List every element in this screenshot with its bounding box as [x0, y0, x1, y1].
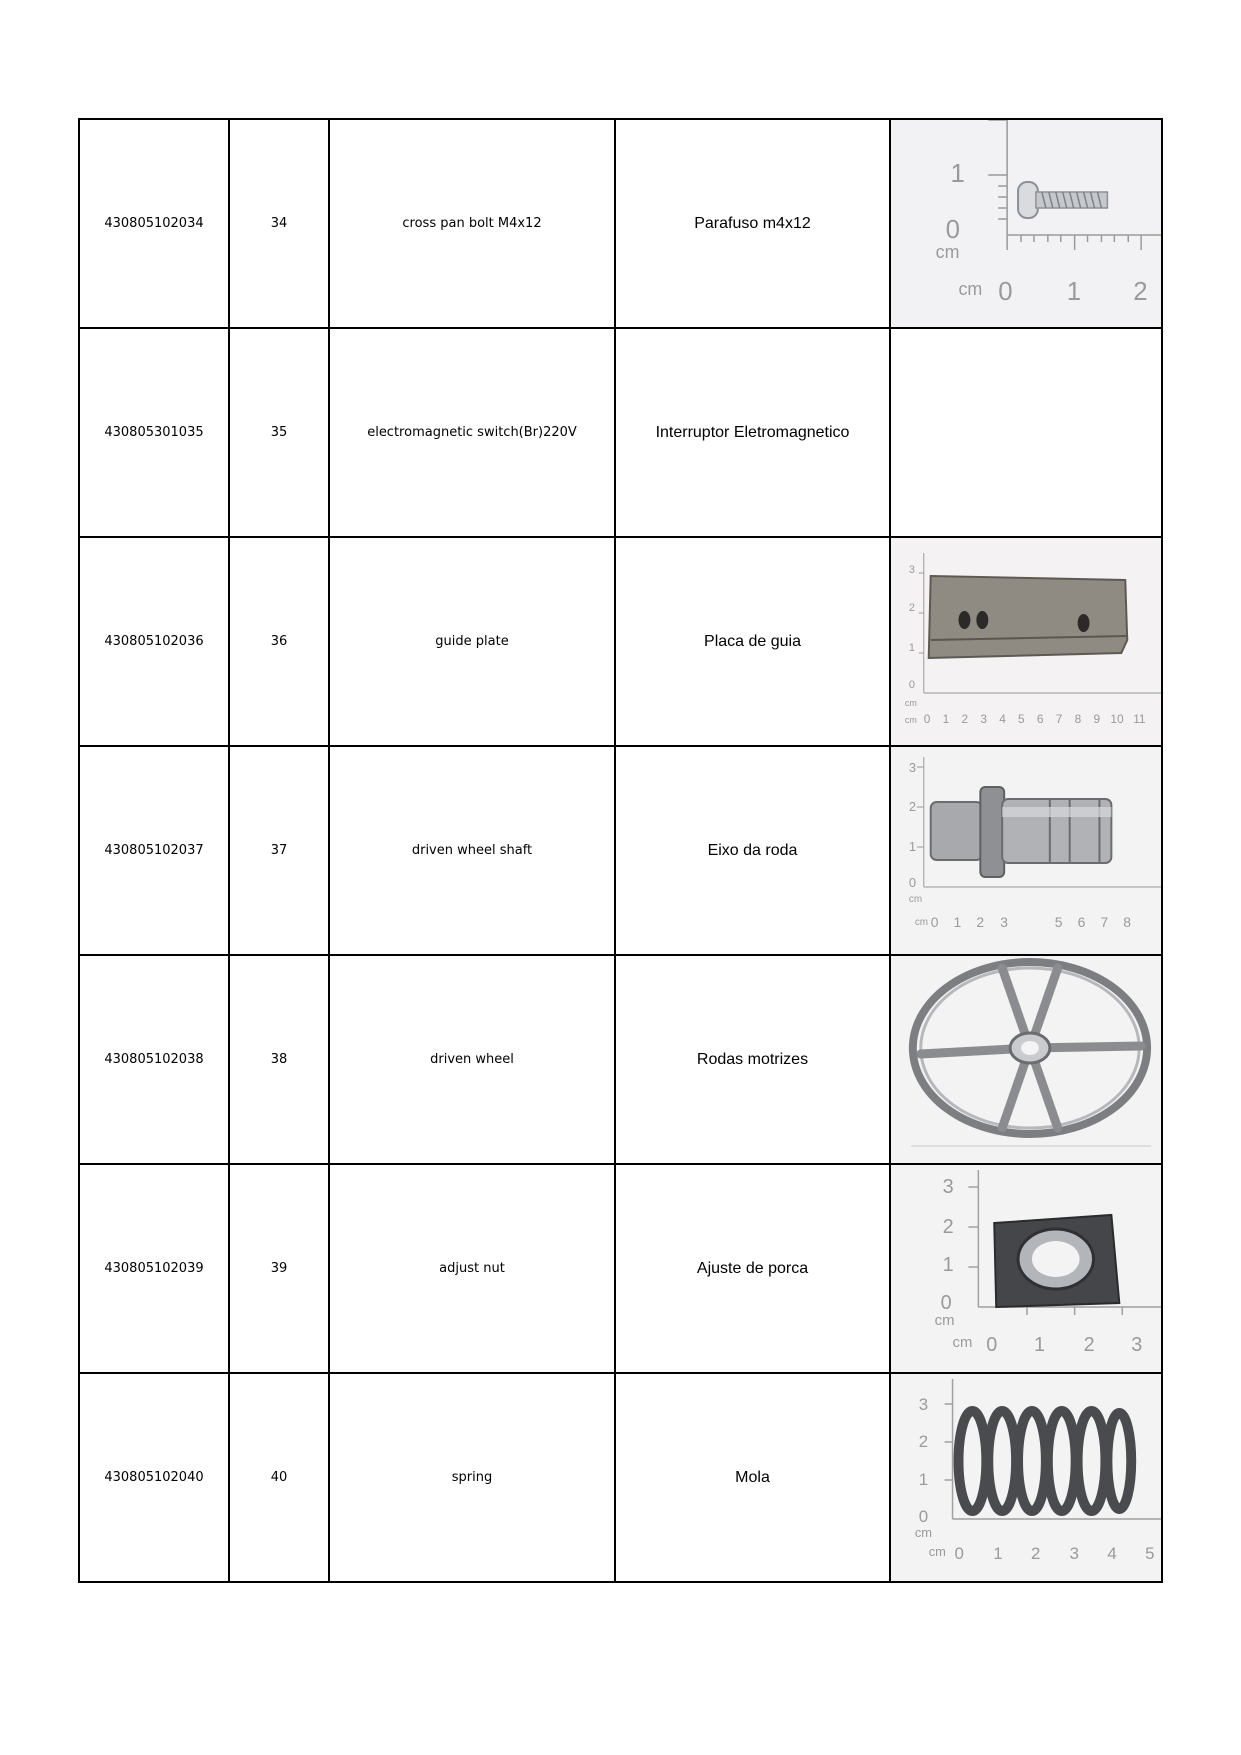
- scale-label: 1: [1033, 1333, 1045, 1357]
- scale-label: 5: [1018, 711, 1025, 727]
- scale-label: 1: [993, 1543, 1003, 1564]
- scale-label: 10: [1110, 711, 1124, 727]
- part-name-en: cross pan bolt M4x12: [329, 119, 615, 328]
- scale-label: 2: [1083, 1333, 1095, 1357]
- part-photo: [890, 746, 1162, 955]
- scale-label: 2: [1030, 1543, 1041, 1564]
- scale-label: 3: [942, 1175, 954, 1199]
- table-row: [79, 119, 1162, 328]
- part-name-en: driven wheel shaft: [329, 746, 615, 955]
- scale-label: 0: [908, 678, 915, 692]
- nut-photo: [891, 1165, 1161, 1372]
- table-row: [79, 746, 1162, 955]
- scale-label: 1: [950, 159, 965, 189]
- scale-label: 8: [1074, 711, 1082, 727]
- part-code: 430805102038: [79, 955, 229, 1164]
- part-name-en: electromagnetic switch(Br)220V: [329, 328, 615, 537]
- part-name-pt: Interruptor Eletromagnetico: [615, 328, 890, 537]
- part-code: 430805102036: [79, 537, 229, 746]
- spring-icon: [959, 1411, 1132, 1511]
- part-code: 430805102034: [79, 119, 229, 328]
- part-number: 35: [229, 328, 329, 537]
- scale-label: 2: [1133, 277, 1148, 307]
- scale-label: 1: [1066, 277, 1082, 307]
- part-number: 34: [229, 119, 329, 328]
- part-code: 430805301035: [79, 328, 229, 537]
- scale-label: cm: [908, 893, 923, 906]
- wheel-photo: [891, 956, 1161, 1163]
- scale-label: 0: [998, 277, 1013, 307]
- scale-label: 1: [953, 913, 962, 931]
- part-number: 36: [229, 537, 329, 746]
- scale-label: 4: [1107, 1543, 1117, 1564]
- part-photo: [890, 955, 1162, 1164]
- part-photo: [890, 1373, 1162, 1582]
- shaft-photo: [891, 747, 1161, 954]
- scale-label: 8: [1123, 913, 1132, 931]
- part-photo: [890, 119, 1162, 328]
- scale-label: 2: [908, 798, 917, 815]
- part-photo-empty: [890, 328, 1162, 537]
- table-row: [79, 1373, 1162, 1582]
- scale-label: 3: [918, 1394, 929, 1415]
- guide-plate-icon: [929, 576, 1128, 658]
- bolt-photo: [891, 120, 1161, 327]
- part-code: 430805102037: [79, 746, 229, 955]
- scale-label: 1: [908, 641, 915, 655]
- scale-label: cm: [914, 916, 929, 929]
- scale-label: 0: [930, 913, 939, 931]
- scale-label: cm: [934, 1311, 955, 1330]
- part-number: 38: [229, 955, 329, 1164]
- scale-label: cm: [904, 714, 917, 726]
- spring-photo: [891, 1374, 1161, 1581]
- scale-label: 3: [908, 759, 917, 776]
- scale-label: 0: [954, 1543, 964, 1564]
- part-name-pt: Ajuste de porca: [615, 1164, 890, 1373]
- scale-label: 2: [908, 601, 915, 615]
- scale-label: 1: [942, 1253, 954, 1277]
- scale-label: 3: [1131, 1333, 1143, 1357]
- scale-label: 0: [918, 1506, 929, 1527]
- table-row: [79, 537, 1162, 746]
- part-code: 430805102040: [79, 1373, 229, 1582]
- scale-label: cm: [904, 697, 917, 709]
- scale-label: cm: [935, 241, 960, 263]
- table-row: [79, 955, 1162, 1164]
- part-name-en: guide plate: [329, 537, 615, 746]
- part-name-en: driven wheel: [329, 955, 615, 1164]
- part-name-en: spring: [329, 1373, 615, 1582]
- part-name-pt: Placa de guia: [615, 537, 890, 746]
- scale-label: 0: [986, 1333, 998, 1357]
- scale-label: 1: [918, 1469, 929, 1490]
- scale-label: cm: [958, 278, 983, 300]
- table-row: [79, 1164, 1162, 1373]
- scale-label: cm: [928, 1543, 946, 1560]
- scale-label: cm: [914, 1524, 933, 1541]
- scale-label: 3: [908, 563, 915, 577]
- scale-label: 1: [908, 838, 917, 855]
- scale-label: 9: [1093, 711, 1101, 727]
- part-number: 37: [229, 746, 329, 955]
- nut-icon: [994, 1215, 1119, 1307]
- part-name-pt: Parafuso m4x12: [615, 119, 890, 328]
- scale-label: 3: [1069, 1543, 1080, 1564]
- scale-label: 4: [999, 711, 1006, 727]
- part-code: 430805102039: [79, 1164, 229, 1373]
- scale-label: 2: [976, 913, 985, 931]
- scale-label: 6: [1077, 913, 1086, 931]
- scale-label: 2: [918, 1431, 929, 1452]
- scale-label: 0: [908, 874, 917, 891]
- scale-label: 7: [1055, 711, 1063, 727]
- part-number: 39: [229, 1164, 329, 1373]
- part-number: 40: [229, 1373, 329, 1582]
- part-photo: [890, 537, 1162, 746]
- part-name-pt: Eixo da roda: [615, 746, 890, 955]
- scale-label: 2: [961, 711, 969, 727]
- scale-label: 3: [1000, 913, 1008, 931]
- scale-label: cm: [952, 1333, 973, 1352]
- scale-label: 0: [945, 215, 960, 245]
- plate-photo: [891, 538, 1161, 745]
- scale-label: 0: [923, 711, 931, 727]
- scale-label: 7: [1100, 913, 1109, 931]
- scale-label: 2: [942, 1215, 954, 1239]
- table-row: [79, 328, 1162, 537]
- part-name-pt: Mola: [615, 1373, 890, 1582]
- scale-label: 1: [942, 711, 950, 727]
- scale-label: 11: [1133, 711, 1146, 727]
- scale-label: 0: [940, 1291, 952, 1315]
- part-name-pt: Rodas motrizes: [615, 955, 890, 1164]
- scale-label: 3: [980, 711, 987, 727]
- scale-label: 6: [1036, 711, 1044, 727]
- scale-label: 5: [1145, 1543, 1155, 1564]
- parts-table: [78, 118, 1163, 1583]
- part-name-en: adjust nut: [329, 1164, 615, 1373]
- scale-label: 5: [1054, 913, 1063, 931]
- part-photo: [890, 1164, 1162, 1373]
